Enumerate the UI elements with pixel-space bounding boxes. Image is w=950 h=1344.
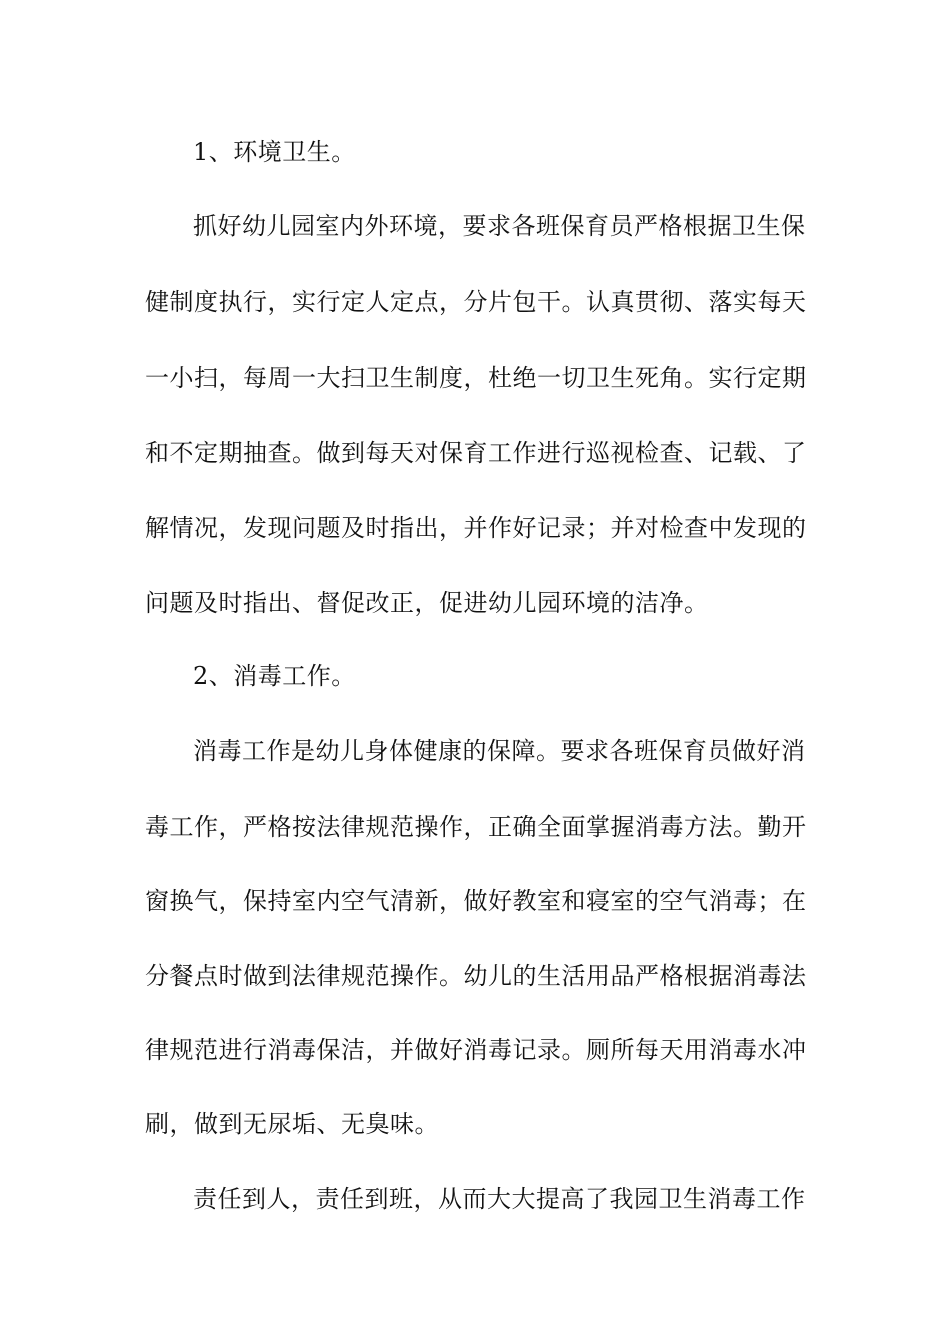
paragraph-line: 消毒工作是幼儿身体健康的保障。要求各班保育员做好消 [193, 737, 806, 765]
paragraph-line: 问题及时指出、督促改正，促进幼儿园环境的洁净。 [145, 589, 709, 617]
section-heading-environment: 1、环境卫生。 [193, 138, 356, 166]
paragraph-line: 抓好幼儿园室内外环境，要求各班保育员严格根据卫生保 [193, 212, 806, 240]
section-heading-disinfection: 2、消毒工作。 [193, 662, 356, 690]
paragraph-line: 解情况，发现问题及时指出，并作好记录；并对检查中发现的 [145, 514, 807, 542]
paragraph-line: 一小扫，每周一大扫卫生制度，杜绝一切卫生死角。实行定期 [145, 364, 807, 392]
paragraph-line: 毒工作，严格按法律规范操作，正确全面掌握消毒方法。勤开 [145, 813, 807, 841]
paragraph-line: 健制度执行，实行定人定点，分片包干。认真贯彻、落实每天 [145, 288, 807, 316]
paragraph-line: 律规范进行消毒保洁，并做好消毒记录。厕所每天用消毒水冲 [145, 1036, 807, 1064]
paragraph-line: 窗换气，保持室内空气清新，做好教室和寝室的空气消毒；在 [145, 887, 807, 915]
paragraph-line: 分餐点时做到法律规范操作。幼儿的生活用品严格根据消毒法 [145, 962, 807, 990]
paragraph-line: 和不定期抽查。做到每天对保育工作进行巡视检查、记载、了 [145, 439, 807, 467]
paragraph-line: 刷，做到无尿垢、无臭味。 [145, 1110, 439, 1138]
paragraph-line: 责任到人，责任到班，从而大大提高了我园卫生消毒工作 [193, 1185, 806, 1213]
